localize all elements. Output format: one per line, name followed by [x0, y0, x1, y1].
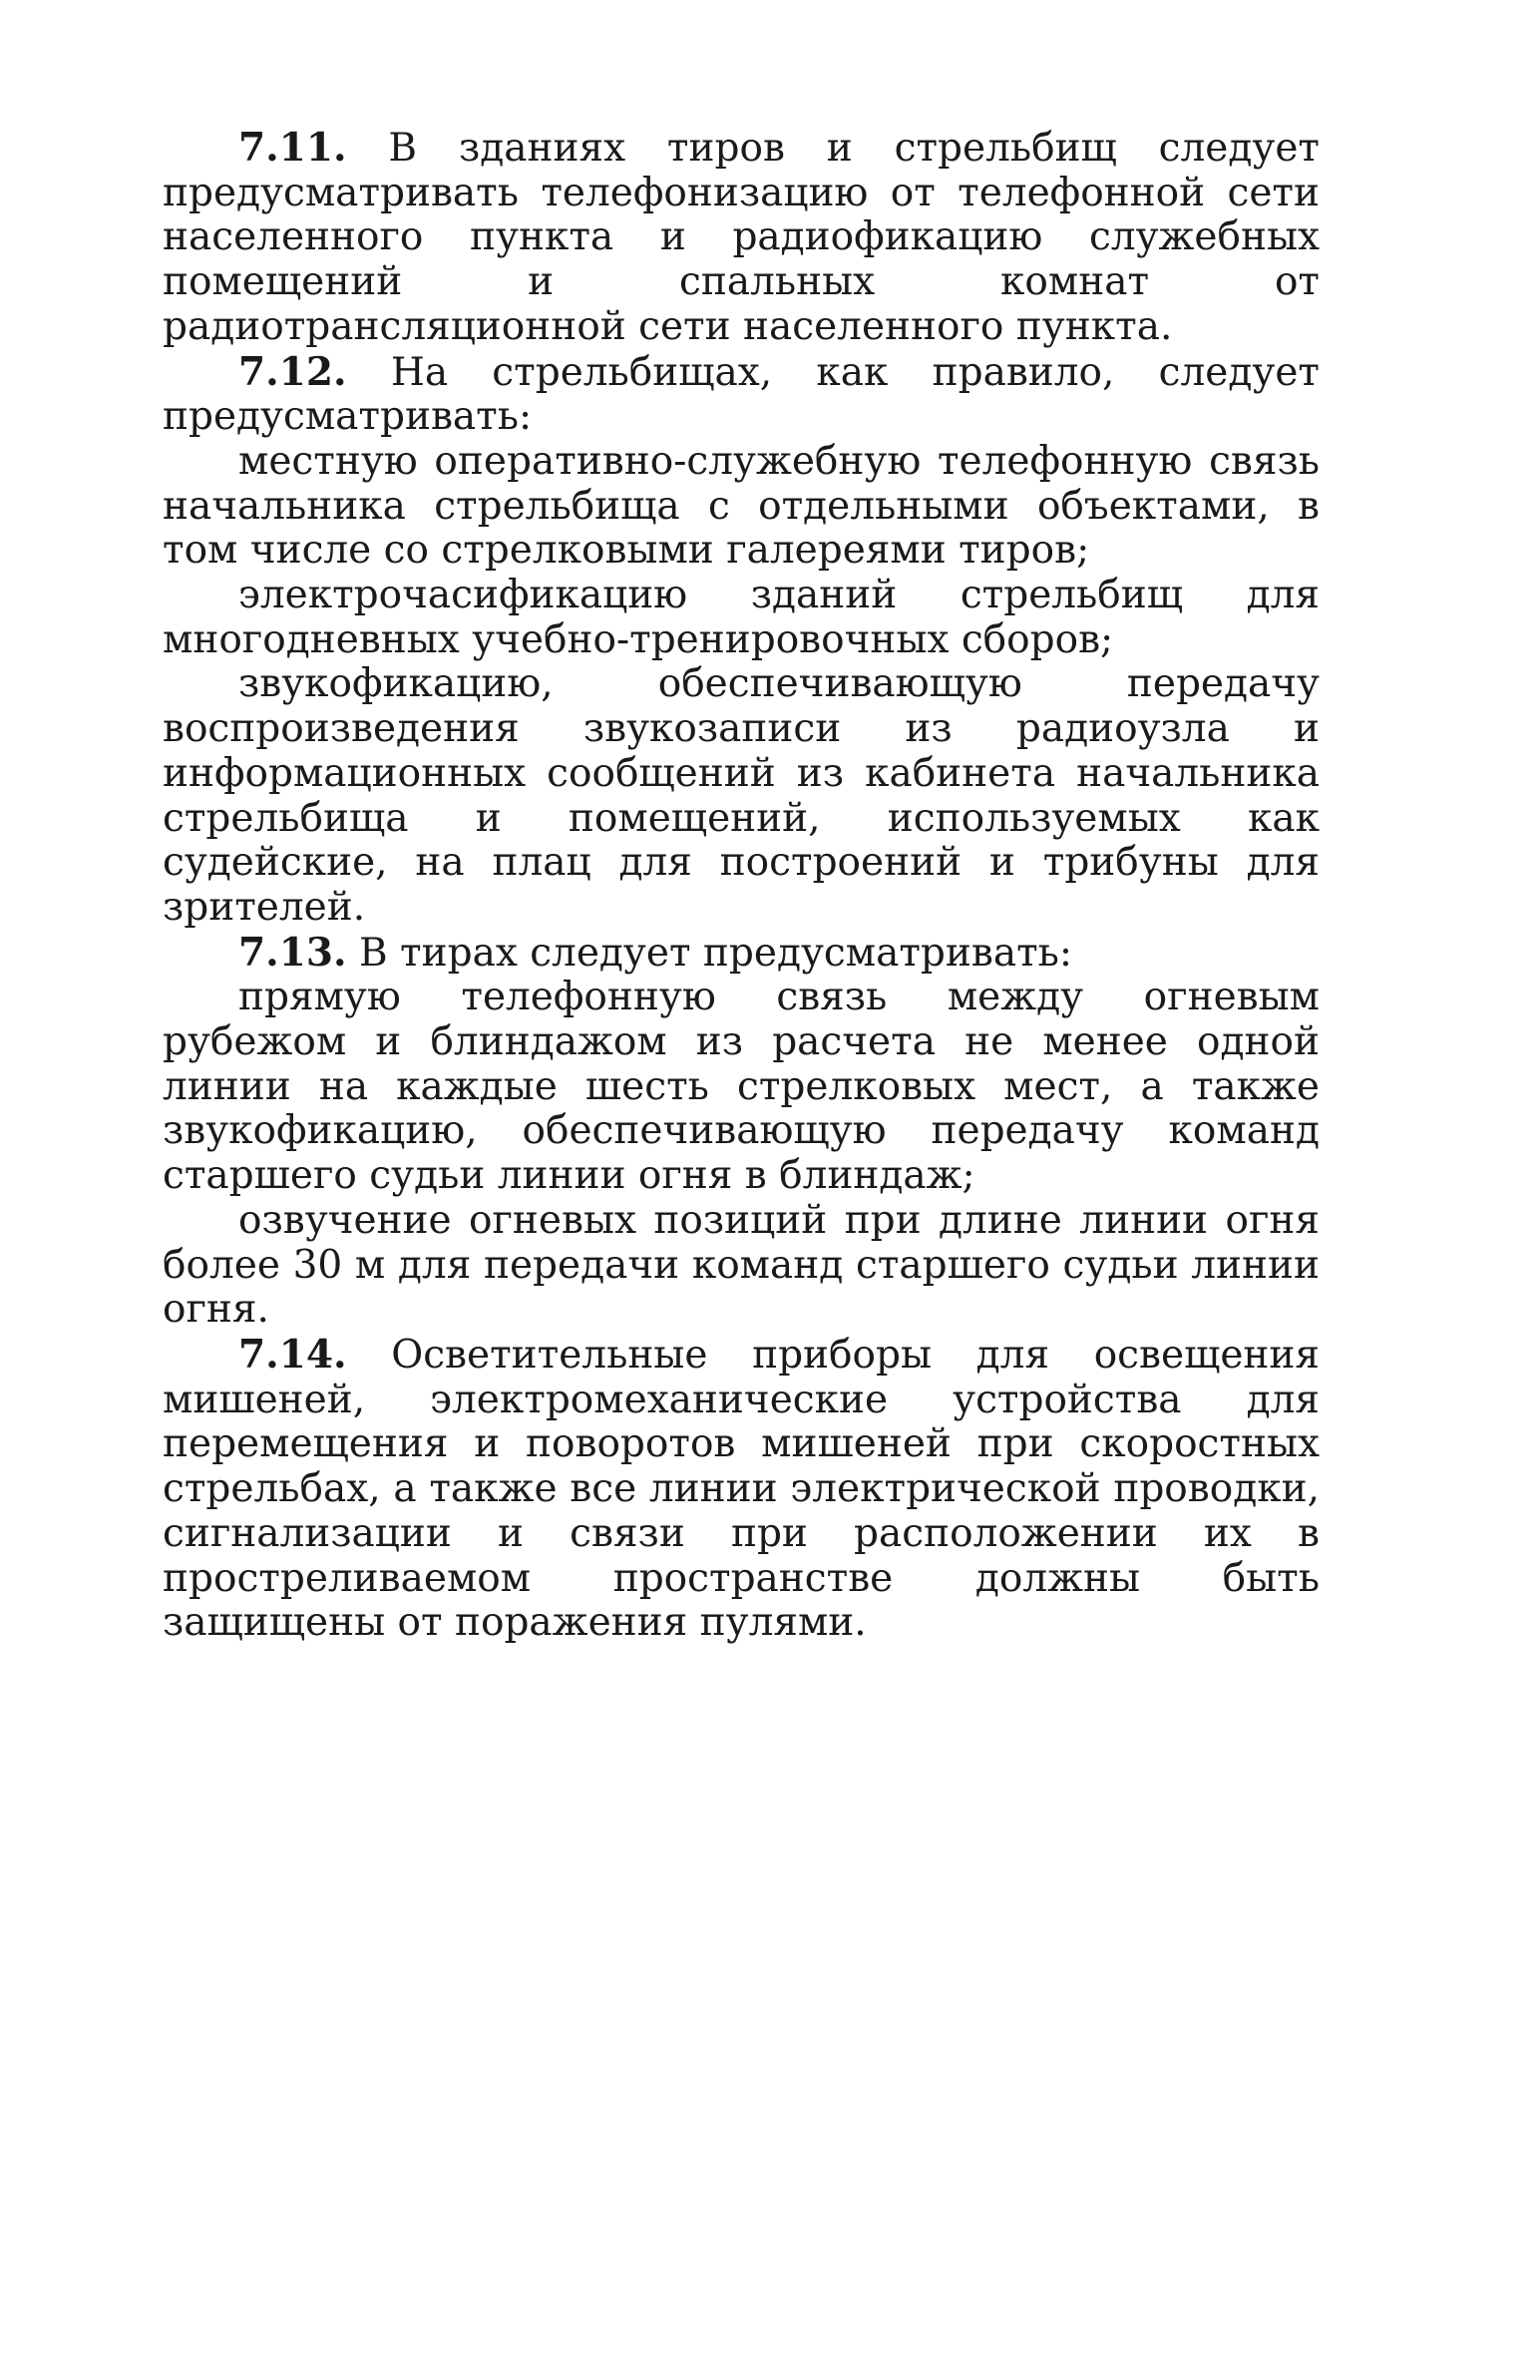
document-body: [163, 126, 1320, 1646]
paragraph-text: прямую телефонную связь между огневым рубежом и блиндажом из расчета не менее одной линии на каждые шесть стрелковых мест, а также звукофикацию, обеспечивающую передачу команд старшего судьи линии огня в блиндаж;: [163, 975, 1320, 1199]
paragraph-text: Осветительные приборы для освещения мишеней, электромеханические устройства для перемещения и поворотов мишеней при скоростных стрельбах, а также все линии электрической проводки, сигнализации и связи при расположении их в простреливаемом пространстве должны быть защищены от поражения пулями.: [163, 1332, 1320, 1646]
paragraph-text: местную оперативно-служебную телефонную связь начальника стрельбища с отдельными объектами, в том числе со стрелковыми галереями тиров;: [163, 438, 1320, 574]
paragraph-text: В зданиях тиров и стрельбищ следует предусматривать телефонизацию от телефонной сети населенного пункта и радиофикацию служебных помещений и спальных комнат от радиотрансляционной сети населенного пункта.: [163, 126, 1320, 349]
paragraph-text: электрочасификацию зданий стрельбищ для многодневных учебно-тренировочных сборов;: [163, 573, 1320, 662]
list-item-firing-positions-sound: [163, 1199, 1320, 1333]
paragraph-number: 7.12.: [238, 348, 347, 395]
paragraph-7-11: [163, 126, 1320, 350]
paragraph-number: 7.14.: [238, 1331, 347, 1378]
paragraph-number: 7.13.: [238, 929, 347, 976]
list-item-sound-system: [163, 662, 1320, 930]
paragraph-text: звукофикацию, обеспечивающую передачу воспроизведения звукозаписи из радиоузла и информационных сообщений из кабинета начальника стрельбища и помещений, используемых как судейские, на плац для построений и трибуны для зрителей.: [163, 661, 1320, 930]
list-item-direct-phone: [163, 976, 1320, 1199]
paragraph-number: 7.11.: [238, 125, 347, 171]
paragraph-7-14: [163, 1333, 1320, 1646]
paragraph-7-12: [163, 350, 1320, 440]
paragraph-7-13: [163, 931, 1320, 977]
paragraph-text: На стрельбищах, как правило, следует предусматривать:: [163, 349, 1320, 440]
paragraph-text: озвучение огневых позиций при длине линии огня более 30 м для передачи команд старшего судьи линии огня.: [163, 1197, 1320, 1333]
list-item-electroclock: [163, 574, 1320, 662]
list-item-telephone-link: [163, 440, 1320, 574]
paragraph-text: В тирах следует предусматривать:: [346, 930, 1073, 976]
